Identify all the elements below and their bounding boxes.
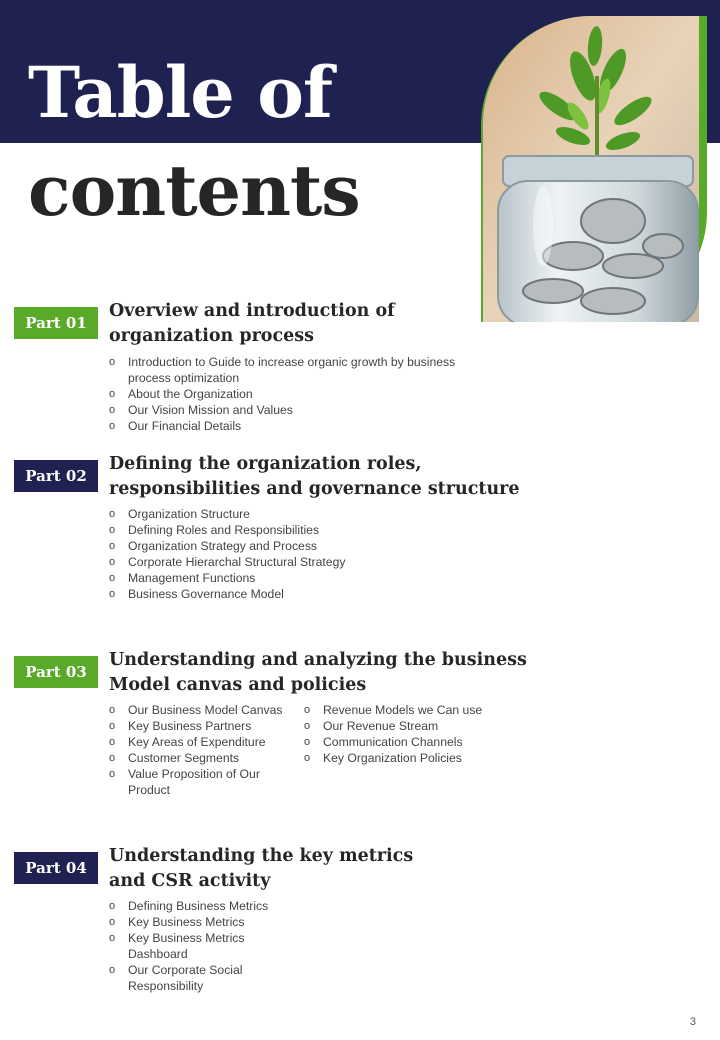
part-01-badge: Part 01 — [14, 307, 98, 339]
list-item: o Our Financial Details — [109, 418, 489, 434]
part-02-list — [109, 506, 509, 602]
part-04-heading: Understanding the key metrics and CSR activity — [109, 846, 414, 891]
list-item: o Organization Strategy and Process — [109, 538, 509, 554]
list-item: o Key Business Metrics — [109, 914, 279, 930]
plant-coin-jar-image — [483, 16, 699, 322]
page-title — [28, 44, 360, 240]
part-03-list-right — [304, 702, 524, 766]
part-03-heading: Understanding and analyzing the business Model canvas and policies — [109, 650, 527, 695]
part-01-list — [109, 354, 489, 434]
list-item: o Defining Roles and Responsibilities — [109, 522, 509, 538]
part-04-list — [109, 898, 279, 994]
part-03-badge: Part 03 — [14, 656, 98, 688]
list-item: o Defining Business Metrics — [109, 898, 279, 914]
part-01-heading: Overview and introduction of organization process — [109, 301, 395, 346]
list-item: o Business Governance Model — [109, 586, 509, 602]
list-item: o Our Business Model Canvas — [109, 702, 297, 718]
list-item: o Key Areas of Expenditure — [109, 734, 297, 750]
list-item: o Communication Channels — [304, 734, 524, 750]
list-item: o Value Proposition of Our Product — [109, 766, 297, 798]
page-title-line1: Table of — [28, 51, 332, 134]
list-item: o Corporate Hierarchal Structural Strategy — [109, 554, 509, 570]
list-item: o Introduction to Guide to increase organic growth by business process optimization — [109, 354, 489, 386]
page-number: 3 — [689, 1016, 696, 1028]
part-02-badge: Part 02 — [14, 460, 98, 492]
list-item: o Organization Structure — [109, 506, 509, 522]
part-04-badge: Part 04 — [14, 852, 98, 884]
list-item: o Our Revenue Stream — [304, 718, 524, 734]
list-item: o Key Business Partners — [109, 718, 297, 734]
list-item: o Revenue Models we Can use — [304, 702, 524, 718]
list-item: o Customer Segments — [109, 750, 297, 766]
list-item: o About the Organization — [109, 386, 489, 402]
part-02-heading: Defining the organization roles, responsibilities and governance structure — [109, 454, 520, 499]
list-item: o Management Functions — [109, 570, 509, 586]
list-item: o Key Business Metrics Dashboard — [109, 930, 279, 962]
list-item: o Key Organization Policies — [304, 750, 524, 766]
list-item: o Our Corporate Social Responsibility — [109, 962, 279, 994]
part-03-list-left — [109, 702, 297, 798]
page-title-line2: contents — [28, 149, 360, 232]
list-item: o Our Vision Mission and Values — [109, 402, 489, 418]
